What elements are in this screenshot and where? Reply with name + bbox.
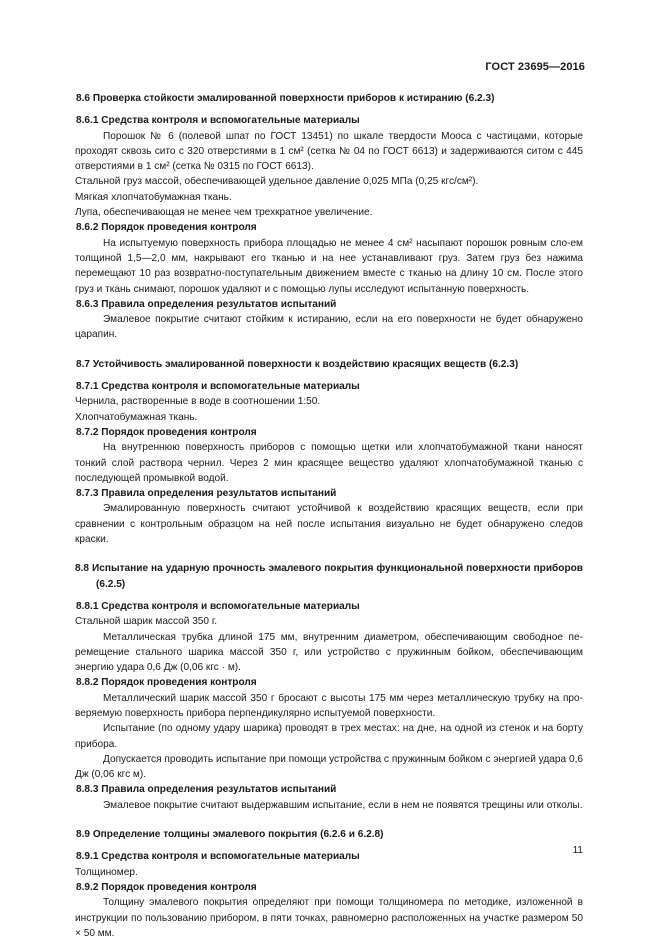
subsection-8-6-2-title: 8.6.2 Порядок проведения контроля (76, 222, 257, 234)
paragraph: Эмалевое покрытие считают выдержавшим испытание, если в нем не появятся трещины или отколы. (103, 799, 583, 811)
paragraph: Хлопчатобумажная ткань. (75, 411, 198, 423)
paragraph: Толщиномер. (75, 866, 138, 878)
paragraph: Порошок № 6 (полевой шпат по ГОСТ 13451) по шкале твердости Мооса с частицами, которые проходят сквозь сито с 320 отверстиями в 1 см² (сетка № 04 по ГОСТ 6613) и задерживаются ситом с 445 отверстиями в 1 см² (сетка № 0315 по ГОСТ 6613). (75, 130, 583, 173)
paragraph: Стальной шарик массой 350 г. (75, 616, 218, 628)
paragraph: Чернила, растворенные в воде в соотношении 1:50. (75, 396, 321, 408)
section-8-7-title: 8.7 Устойчивость эмалированной поверхности к воздействию красящих веществ (6.2.3) (76, 358, 519, 370)
paragraph: Лупа, обеспечивающая не менее чем трехкратное увеличение. (75, 207, 373, 219)
paragraph: Толщину эмалевого покрытия определяют при помощи толщиномера по методике, изложенной в инструкции по пользованию прибором, в пяти точках, равномерно расположенных на участке размером 50 × 50 мм. (75, 897, 583, 939)
subsection-8-8-1-title: 8.8.1 Средства контроля и вспомогательные материалы (76, 600, 360, 612)
subsection-8-6-1-title: 8.6.1 Средства контроля и вспомогательные материалы (76, 115, 360, 127)
subsection-8-8-3-title: 8.8.3 Правила определения результатов испытаний (76, 784, 337, 796)
subsection-8-7-3-title: 8.7.3 Правила определения результатов испытаний (76, 488, 337, 500)
subsection-8-8-2-title: 8.8.2 Порядок проведения контроля (76, 677, 257, 689)
paragraph: Металлический шарик массой 350 г бросают с высоты 175 мм через металлическую трубку на про-веряемую поверхность прибора перпендикулярно испытуемой поверхности. (75, 692, 583, 719)
page-number: 11 (572, 845, 583, 856)
paragraph: Эмалированную поверхность считают устойчивой к воздействию красящих веществ, если при сравнении с контрольным образцом на ней после испытания визуально не будет обнаружено следов краски. (75, 503, 583, 546)
subsection-8-9-2-title: 8.9.2 Порядок проведения контроля (76, 881, 257, 893)
subsection-8-9-1-title: 8.9.1 Средства контроля и вспомогательные материалы (76, 851, 360, 863)
section-8-6-title: 8.6 Проверка стойкости эмалированной поверхности приборов к истиранию (6.2.3) (76, 93, 495, 104)
paragraph: Мягкая хлопчатобумажная ткань. (75, 191, 232, 203)
paragraph: На испытуемую поверхность прибора площадью не менее 4 см² насыпают порошок ровным сло-ем толщиной 1,5—2,0 мм, накрывают его тканью и на нее устанавливают груз. Затем груз без нажима перемещают 10 раз возвратно-поступательным движением вместе с тканью на длину 10 см. После этого груз и ткань снимают, порошок удаляют и с помощью лупы исследуют испытанную поверхность. (75, 237, 583, 295)
paragraph: Эмалевое покрытие считают стойким к истиранию, если на его поверхности не будет обнаружено царапин. (75, 314, 583, 341)
paragraph: Допускается проводить испытание при помощи устройства с пружинным бойком с энергией удара 0,6 Дж (0,06 кгс м). (75, 753, 583, 781)
paragraph: На внутреннюю поверхность приборов с помощью щетки или хлопчатобумажной ткани наносят тонкий слой раствора чернил. Через 2 мин красящее вещество удаляют хлопчатобумажной тканью с последующей промывкой водой. (75, 442, 583, 484)
standard-number: ГОСТ 23695—2016 (485, 61, 585, 73)
paragraph: Испытание (по одному удару шарика) проводят в трех местах: на дне, на одной из стенок и на борту прибора. (75, 723, 583, 750)
paragraph: Металлическая трубка длиной 175 мм, внутренним диаметром, обеспечивающим свободное пе-ремещение стального шарика массой 350 г, или устройство с пружинным бойком, обеспечивающим энергию удара 0,6 Дж (0,06 кгс · м). (75, 631, 583, 674)
section-8-8-title: 8.8 Испытание на ударную прочность эмалевого покрытия функциональной поверхности приборов (6.2.5) (75, 563, 583, 590)
paragraph: Стальной груз массой, обеспечивающей удельное давление 0,025 МПа (0,25 кгс/см²). (75, 176, 479, 188)
subsection-8-7-2-title: 8.7.2 Порядок проведения контроля (76, 426, 257, 438)
section-8-9-title: 8.9 Определение толщины эмалевого покрытия (6.2.6 и 6.2.8) (76, 829, 384, 841)
subsection-8-7-1-title: 8.7.1 Средства контроля и вспомогательные материалы (76, 381, 360, 393)
subsection-8-6-3-title: 8.6.3 Правила определения результатов испытаний (76, 298, 337, 310)
document-body (75, 91, 583, 941)
